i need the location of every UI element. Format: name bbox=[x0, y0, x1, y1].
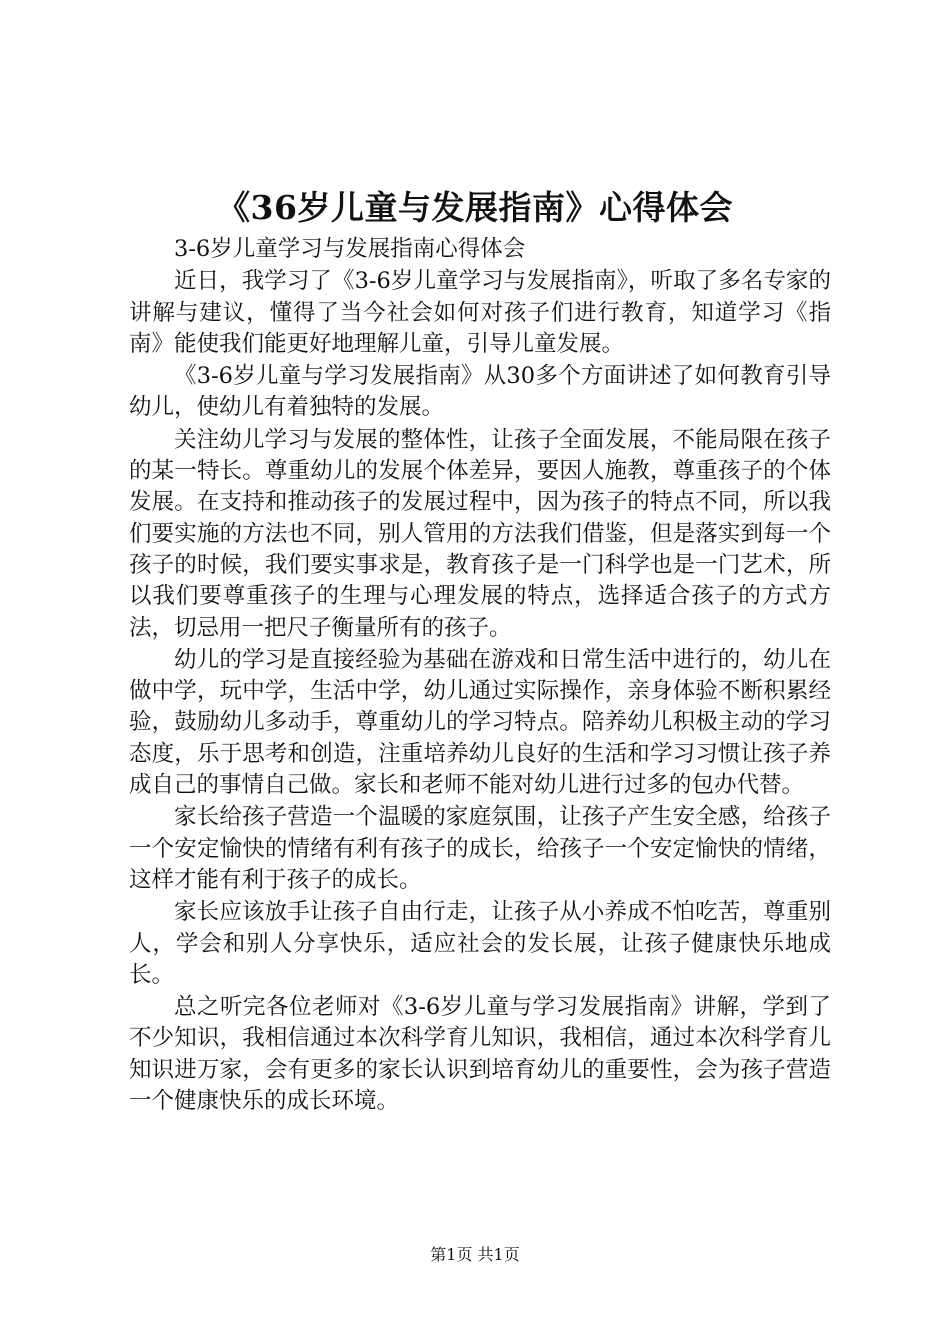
paragraph: 总之听完各位老师对《3-6岁儿童与学习发展指南》讲解，学到了不少知识，我相信通过本次科学育儿知识，我相信，通过本次科学育儿知识进万家，会有更多的家长认识到培育幼儿的重要性，会为孩子营造一个健康快乐的成长环境。 bbox=[129, 994, 831, 1115]
paragraph: 关注幼儿学习与发展的整体性，让孩子全面发展，不能局限在孩子的某一特长。尊重幼儿的发展个体差异，要因人施教，尊重孩子的个体发展。在支持和推动孩子的发展过程中，因为孩子的特点不同，所以我们要实施的方法也不同，别人管用的方法我们借鉴，但是落实到每一个孩子的时候，我们要实事求是，教育孩子是一门科学也是一门艺术，所以我们要尊重孩子的生理与心理发展的特点，选择适合孩子的方式方法，切忌用一把尺子衡量所有的孩子。 bbox=[129, 426, 831, 641]
document-subtitle: 3-6岁儿童学习与发展指南心得体会 bbox=[174, 236, 526, 262]
paragraph: 近日，我学习了《3-6岁儿童学习与发展指南》，听取了多名专家的讲解与建议，懂得了当今社会如何对孩子们进行教育，知道学习《指南》能使我们能更好地理解儿童，引导儿童发展。 bbox=[129, 268, 831, 357]
page-footer: 第1页 共1页 bbox=[430, 1245, 520, 1264]
paragraph: 《3-6岁儿童与学习发展指南》从30多个方面讲述了如何教育引导幼儿，使幼儿有着独特的发展。 bbox=[129, 363, 831, 421]
paragraph: 家长应该放手让孩子自由行走，让孩子从小养成不怕吃苦，尊重别人，学会和别人分享快乐，适应社会的发长展，让孩子健康快乐地成长。 bbox=[129, 899, 831, 988]
document-body bbox=[129, 234, 831, 1118]
document-title: 《36岁儿童与发展指南》心得体会 bbox=[217, 188, 733, 227]
paragraph: 家长给孩子营造一个温暖的家庭氛围，让孩子产生安全感，给孩子一个安定愉快的情绪有利有孩子的成长，给孩子一个安定愉快的情绪，这样才能有利于孩子的成长。 bbox=[129, 804, 831, 893]
paragraph: 幼儿的学习是直接经验为基础在游戏和日常生活中进行的，幼儿在做中学，玩中学，生活中学，幼儿通过实际操作，亲身体验不断积累经验，鼓励幼儿多动手，尊重幼儿的学习特点。陪养幼儿积极主动的学习态度，乐于思考和创造，注重培养幼儿良好的生活和学习习惯让孩子养成自己的事情自己做。家长和老师不能对幼儿进行过多的包办代替。 bbox=[129, 646, 831, 799]
